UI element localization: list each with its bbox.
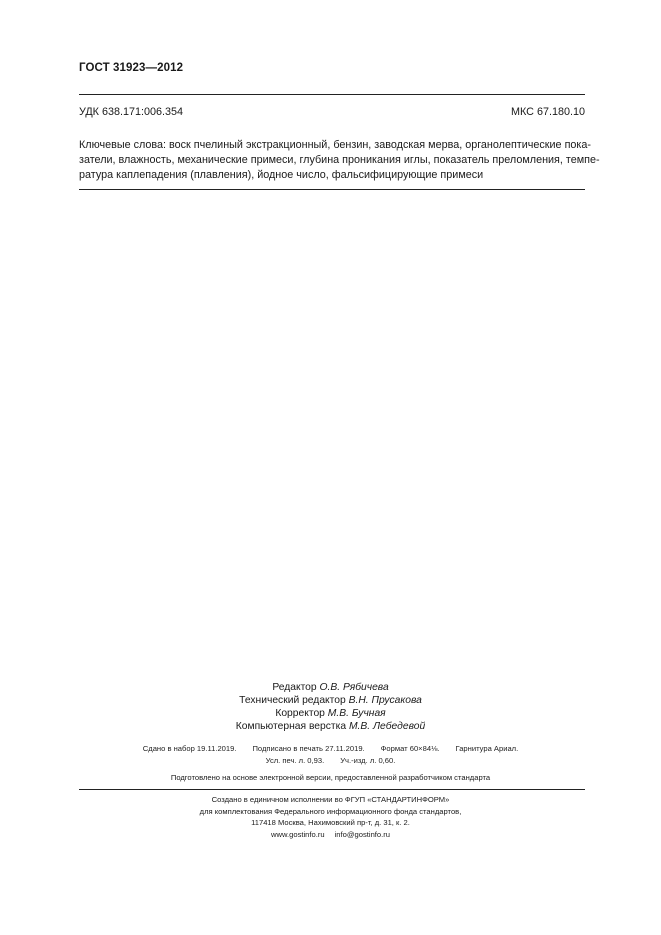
keywords-line: Ключевые слова: воск пчелиный экстракционный, бензин, заводская мерва, органолептические пока- xyxy=(79,139,591,151)
credit-person: М.В. Лебедевой xyxy=(348,721,426,732)
prepared-note: Подготовлено на основе электронной версии, предоставленной разработчиком стандарта xyxy=(170,773,491,782)
credit-proofreader xyxy=(0,707,661,720)
udk-code: УДК 638.171:006.354 xyxy=(79,106,184,118)
publication-line-1 xyxy=(0,743,661,755)
imprint-divider xyxy=(79,789,585,790)
credit-person: В.Н. Прусакова xyxy=(348,695,422,706)
keywords-block xyxy=(79,138,600,183)
top-divider xyxy=(79,94,585,95)
credit-person: М.В. Бучная xyxy=(327,708,386,719)
print-sheets: Усл. печ. л. 0,93. xyxy=(265,756,325,765)
imprint-contacts xyxy=(0,829,661,841)
credit-role: Технический редактор xyxy=(239,695,346,706)
publisher-sheets: Уч.-изд. л. 0,60. xyxy=(340,756,396,765)
credits-block xyxy=(0,681,661,733)
credit-person: О.В. Рябичева xyxy=(319,682,389,693)
mks-code: МКС 67.180.10 xyxy=(511,106,585,118)
imprint-block xyxy=(0,794,661,840)
keywords-line: затели, влажность, механические примеси, глубина проникания иглы, показатель преломления, темпе- xyxy=(79,154,600,166)
email-link[interactable]: info@gostinfo.ru xyxy=(334,829,391,839)
typeface: Гарнитура Ариал. xyxy=(455,744,519,753)
website-link[interactable]: www.gostinfo.ru xyxy=(270,829,325,839)
publication-line-2 xyxy=(0,755,661,767)
imprint-line: Создано в единичном исполнении во ФГУП «СТАНДАРТИНФОРМ» xyxy=(211,795,450,804)
credit-role: Корректор xyxy=(275,708,325,719)
sent-to-typesetting: Сдано в набор 19.11.2019. xyxy=(142,744,237,753)
publication-details xyxy=(0,743,661,767)
credit-role: Компьютерная верстка xyxy=(235,721,347,732)
imprint-line: 117418 Москва, Нахимовский пр-т, д. 31, к. 2. xyxy=(251,818,410,827)
print-format: Формат 60×84⅛. xyxy=(380,744,440,753)
imprint-line: для комплектования Федерального информационного фонда стандартов, xyxy=(199,806,462,816)
credit-editor xyxy=(0,681,661,694)
standard-code: ГОСТ 31923—2012 xyxy=(79,62,184,74)
keywords-line: ратура каплепадения (плавления), йодное число, фальсифицирующие примеси xyxy=(79,169,484,181)
signed-to-print: Подписано в печать 27.11.2019. xyxy=(252,744,365,753)
credit-technical-editor xyxy=(0,694,661,707)
credit-role: Редактор xyxy=(272,682,317,693)
keywords-divider xyxy=(79,189,585,190)
credit-layout xyxy=(0,720,661,733)
